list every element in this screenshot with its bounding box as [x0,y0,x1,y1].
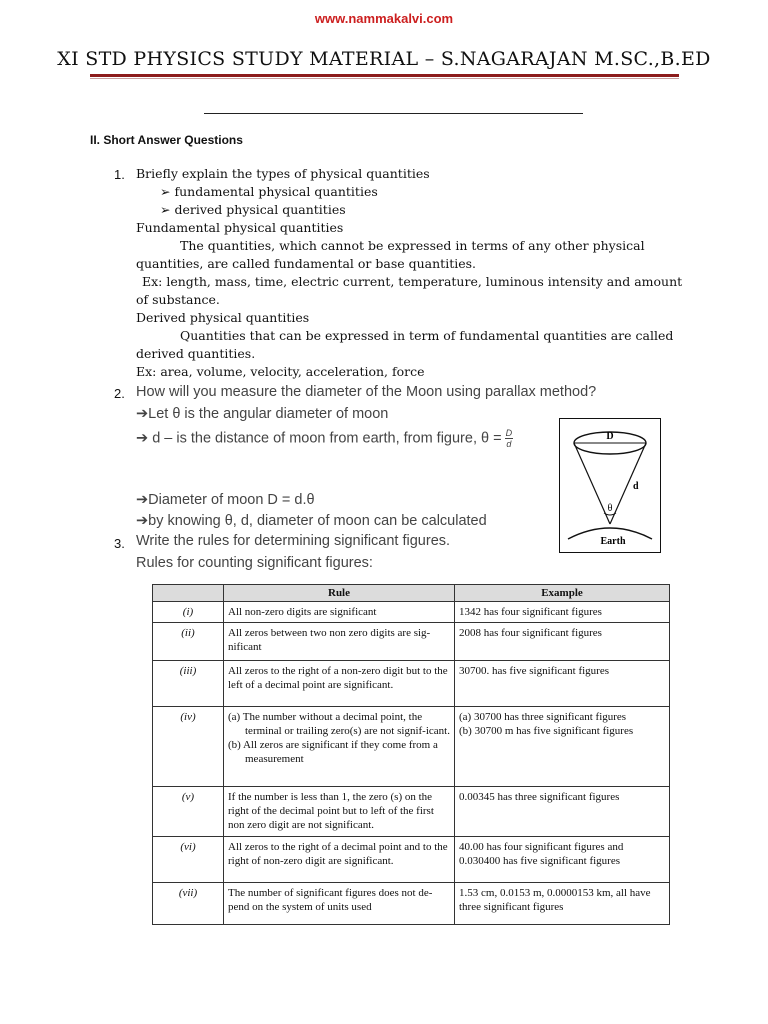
row-example [455,707,670,787]
fraction-numerator: D [505,428,513,438]
fraction-d-over-d [505,428,514,449]
row-rule: If the number is less than 1, the zero (s) on the right of the decimal point but to left of the first non zero digit are not significant. [224,787,455,837]
label-d-uppercase: D [606,431,614,442]
row-number: (vi) [153,837,224,883]
q3-number: 3. [114,536,125,551]
label-d-lowercase: d [633,481,639,492]
table-row [153,787,670,837]
derived-definition-line2: derived quantities. [136,346,256,361]
document-title: XI STD PHYSICS STUDY MATERIAL – S.NAGARAJAN M.SC.,B.ED [57,48,711,70]
q2-step3 [136,490,315,511]
fundamental-examples-line2: of substance. [136,292,220,307]
table-row [153,883,670,925]
q2-step4-text: by knowing θ, d, diameter of moon can be calculated [148,513,487,529]
row-rule: All zeros to the right of a decimal point and to the right of non-zero digit are significant. [224,837,455,883]
table-row [153,661,670,707]
label-theta: θ [607,503,613,514]
table-row [153,602,670,623]
row-example: 1342 has four significant figures [455,602,670,623]
header-cell-number [153,585,224,602]
row-rule: All zeros between two non zero digits are sig-nificant [224,623,455,661]
arrow-icon: ➔ [136,430,149,447]
q2-step2 [136,428,513,449]
row-example: 40.00 has four significant figures and 0.030400 has five significant figures [455,837,670,883]
q2-number: 2. [114,386,125,401]
q2-step1 [136,404,388,425]
q2-step2-text: d – is the distance of moon from earth, from figure, θ = [152,430,502,447]
q1-bullet-fundamental [160,183,696,201]
moon-parallax-diagram [560,419,660,552]
q1-answer-block [136,165,696,381]
row-example: 0.00345 has three significant figures [455,787,670,837]
row-number: (ii) [153,623,224,661]
q3-question: Write the rules for determining significant figures. [136,533,451,549]
row-rule: All non-zero digits are significant [224,602,455,623]
row-example: 1.53 cm, 0.0153 m, 0.0000153 km, all have three significant figures [455,883,670,925]
example-part-a: (a) 30700 has three significant figures [459,711,627,723]
fraction-denominator: d [506,439,512,449]
header-divider-thin [90,78,679,79]
arrow-icon: ➔ [136,406,149,422]
q1-question: Briefly explain the types of physical quantities [136,166,430,181]
cone-right-line [607,443,646,524]
header-cell-rule: Rule [224,585,455,602]
row-number: (iv) [153,707,224,787]
arrow-icon: ➔ [136,492,149,508]
row-number: (vii) [153,883,224,925]
row-number: (iii) [153,661,224,707]
q1-bullet-derived [160,201,696,219]
arrow-bullet-icon: ➢ [160,202,171,217]
header-cell-example: Example [455,585,670,602]
row-number: (v) [153,787,224,837]
q3-subheading: Rules for counting significant figures: [136,555,373,571]
website-url: www.nammakalvi.com [314,11,454,26]
q2-step4 [136,511,487,532]
q2-step1-text: Let θ is the angular diameter of moon [148,406,389,422]
q1-bullet-text: fundamental physical quantities [174,184,378,199]
cone-left-line [574,443,610,524]
rule-part-b: (b) All zeros are significant if they come from a measurement [228,739,438,765]
q1-bullet-list [136,183,696,219]
fundamental-heading: Fundamental physical quantities [136,220,344,235]
parallax-figure [559,418,661,553]
row-rule: All zeros to the right of a non-zero digit but to the left of a decimal point are significant. [224,661,455,707]
significant-figures-table [152,584,670,925]
rule-part-a: (a) The number without a decimal point, the terminal or trailing zero(s) are not signif-icant. [228,711,450,737]
fundamental-examples-line1: Ex: length, mass, time, electric current, temperature, luminous intensity and amount [142,274,683,289]
header-divider [90,74,679,77]
table-row [153,623,670,661]
fundamental-definition-line1: The quantities, which cannot be expressed in terms of any other physical [180,238,645,253]
arrow-bullet-icon: ➢ [160,184,171,199]
row-example: 2008 has four significant figures [455,623,670,661]
fundamental-definition-line2: quantities, are called fundamental or base quantities. [136,256,477,271]
derived-definition-line1: Quantities that can be expressed in term of fundamental quantities are called [180,328,674,343]
q1-bullet-text: derived physical quantities [174,202,346,217]
label-earth: Earth [600,536,626,547]
example-part-b: (b) 30700 m has five significant figures [459,725,634,737]
section-heading: II. Short Answer Questions [90,133,243,147]
q2-step3-text: Diameter of moon D = d.θ [148,492,315,508]
arrow-icon: ➔ [136,513,149,529]
row-rule [224,707,455,787]
row-number: (i) [153,602,224,623]
derived-examples: Ex: area, volume, velocity, acceleration, force [136,364,425,379]
separator-line [204,113,583,114]
table-row [153,837,670,883]
derived-heading: Derived physical quantities [136,310,310,325]
row-rule: The number of significant figures does not de-pend on the system of units used [224,883,455,925]
q1-number: 1. [114,167,125,182]
table-row [153,707,670,787]
q2-question: How will you measure the diameter of the Moon using parallax method? [136,384,597,400]
table-header-row [153,585,670,602]
row-example: 30700. has five significant figures [455,661,670,707]
